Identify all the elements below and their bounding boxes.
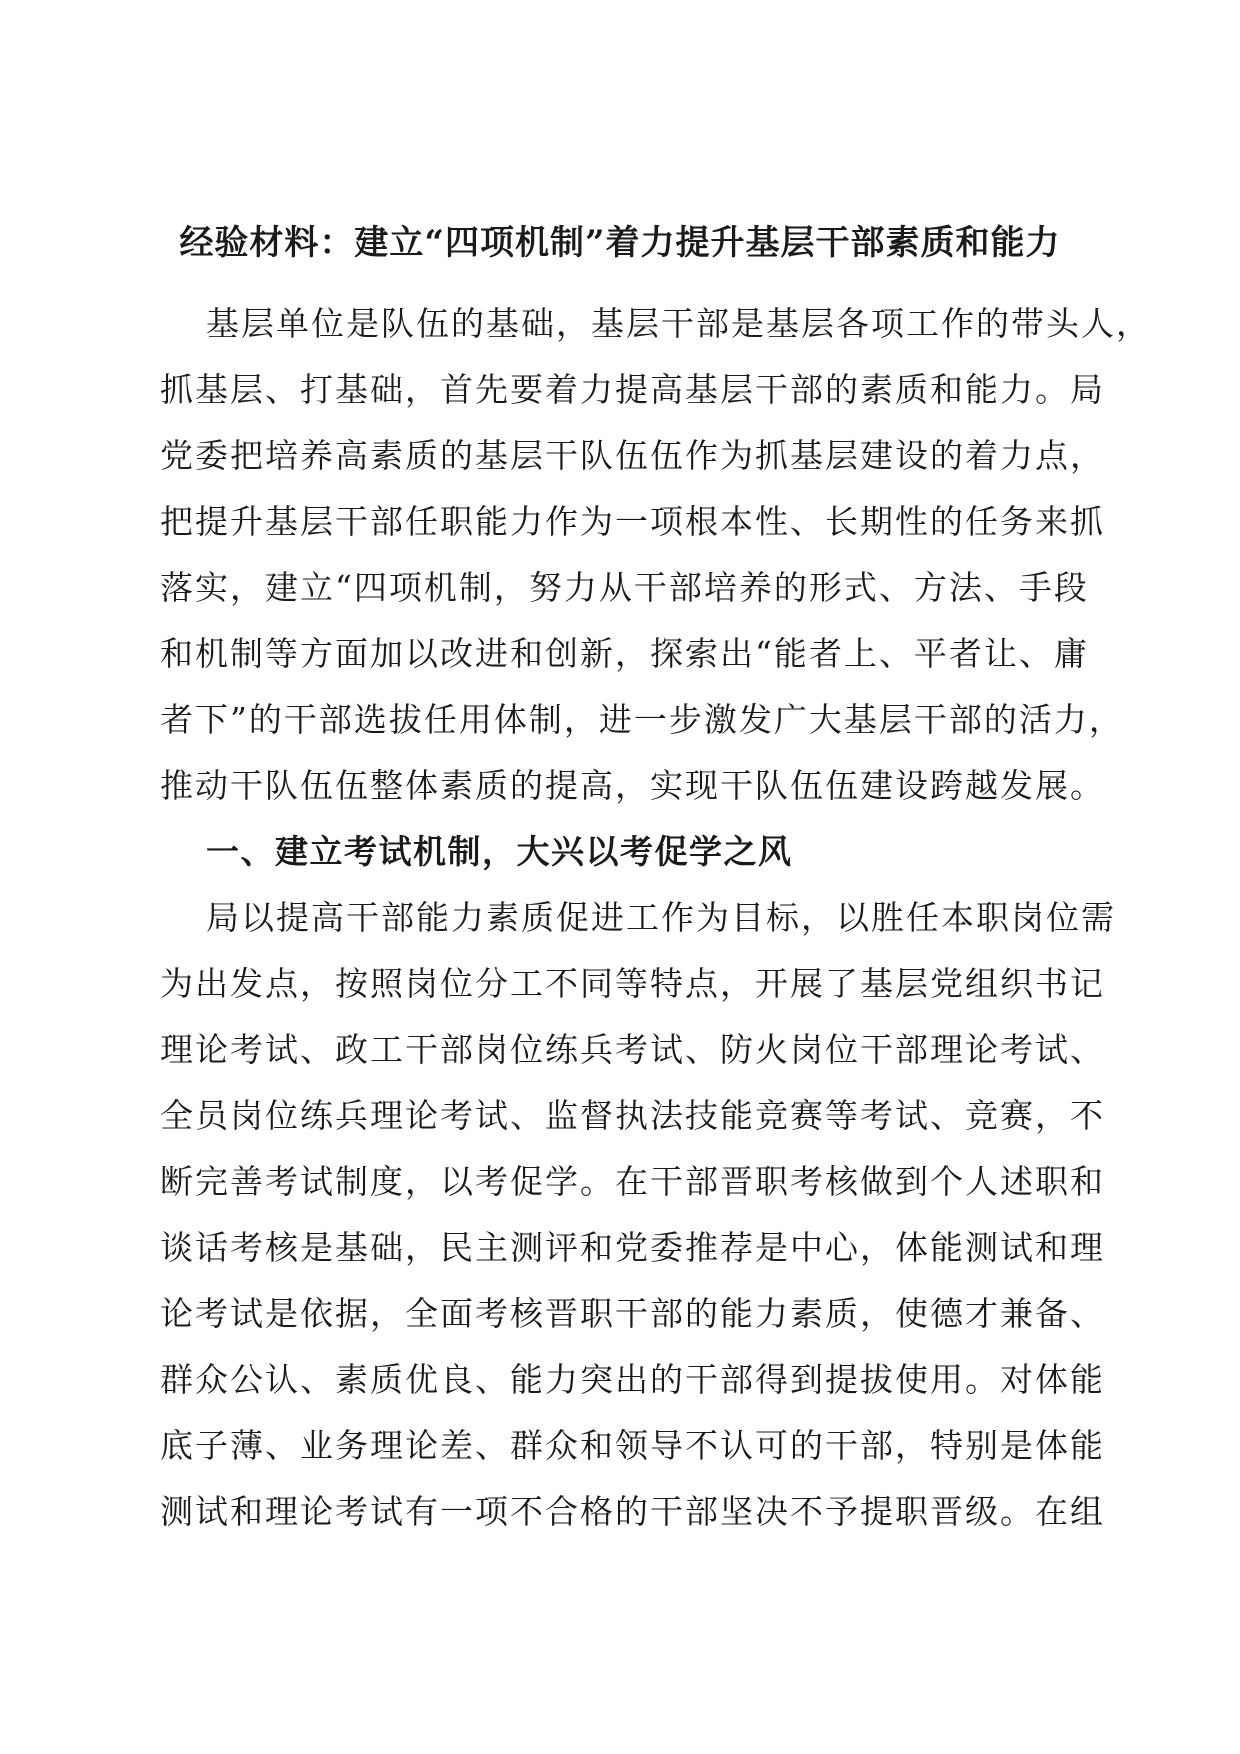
paragraph-line: 底子薄、业务理论差、群众和领导不认可的干部，特别是体能: [160, 1426, 1105, 1465]
paragraph-line: 者下”的干部选拔任用体制，进一步激发广大基层干部的活力，: [160, 700, 1124, 739]
paragraph-line: 推动干队伍伍整体素质的提高，实现干队伍伍建设跨越发展。: [160, 766, 1105, 805]
paragraph-line: 测试和理论考试有一项不合格的干部坚决不予提职晋级。在组: [160, 1492, 1105, 1531]
paragraph-line: 落实，建立“四项机制，努力从干部培养的形式、方法、手段: [160, 568, 1089, 607]
paragraph-line: 把提升基层干部任职能力作为一项根本性、长期性的任务来抓: [160, 502, 1105, 541]
paragraph-line: 断完善考试制度，以考促学。在干部晋职考核做到个人述职和: [160, 1162, 1105, 1201]
document-title: 经验材料：建立“四项机制”着力提升基层干部素质和能力: [179, 223, 1061, 263]
paragraph-line: 为出发点，按照岗位分工不同等特点，开展了基层党组织书记: [160, 964, 1105, 1003]
paragraph-line: 全员岗位练兵理论考试、监督执法技能竞赛等考试、竞赛，不: [160, 1096, 1105, 1135]
paragraph-line: 和机制等方面加以改进和创新，探索出“能者上、平者让、庸: [160, 634, 1089, 673]
paragraph-line: 理论考试、政工干部岗位练兵考试、防火岗位干部理论考试、: [160, 1030, 1105, 1069]
paragraph-line: 局以提高干部能力素质促进工作为目标，以胜任本职岗位需: [206, 898, 1116, 937]
section-heading: 一、建立考试机制，大兴以考促学之风: [206, 832, 793, 871]
paragraph-line: 谈话考核是基础，民主测评和党委推荐是中心，体能测试和理: [160, 1228, 1105, 1267]
document-body: [160, 291, 1151, 1545]
paragraph-line: 党委把培养高素质的基层干队伍伍作为抓基层建设的着力点，: [160, 436, 1105, 475]
paragraph-line: 论考试是依据，全面考核晋职干部的能力素质，使德才兼备、: [160, 1294, 1105, 1333]
paragraph-line: 群众公认、素质优良、能力突出的干部得到提拔使用。对体能: [160, 1360, 1105, 1399]
paragraph-line: 基层单位是队伍的基础，基层干部是基层各项工作的带头人，: [206, 304, 1151, 343]
paragraph-line: 抓基层、打基础，首先要着力提高基层干部的素质和能力。局: [160, 370, 1105, 409]
